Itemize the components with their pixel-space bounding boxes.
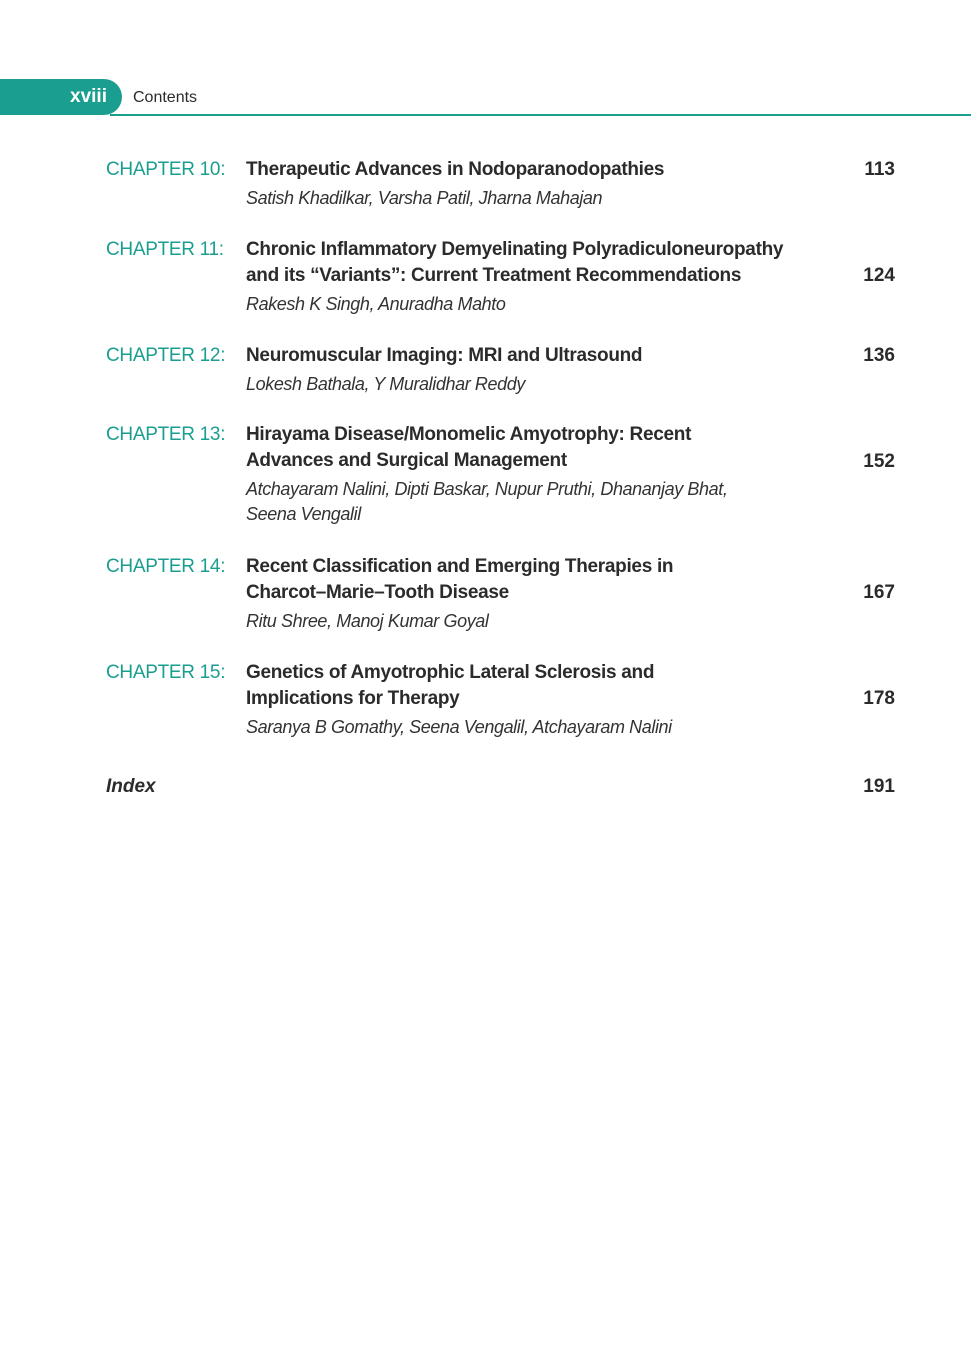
chapter-title-line: Neuromuscular Imaging: MRI and Ultrasound bbox=[246, 345, 643, 366]
chapter-title bbox=[246, 422, 856, 474]
index-label: Index bbox=[106, 776, 156, 797]
chapter-title-line: Therapeutic Advances in Nodoparanodopathies bbox=[246, 159, 665, 180]
chapter-authors-line: Satish Khadilkar, Varsha Patil, Jharna Mahajan bbox=[246, 188, 603, 208]
page-number: 178 bbox=[863, 688, 895, 709]
page-number: 191 bbox=[863, 776, 895, 797]
chapter-label: CHAPTER 14: bbox=[106, 556, 226, 577]
folio-tab bbox=[0, 79, 122, 115]
header-rule bbox=[110, 114, 971, 116]
chapter-title bbox=[246, 157, 856, 183]
running-head: Contents bbox=[133, 89, 198, 106]
chapter-label: CHAPTER 13: bbox=[106, 424, 226, 445]
chapter-title-line: and its “Variants”: Current Treatment Recommendations bbox=[246, 265, 742, 286]
chapter-authors bbox=[246, 372, 856, 397]
chapter-title-line: Implications for Therapy bbox=[246, 688, 460, 709]
page-folio: xviii bbox=[70, 86, 107, 107]
chapter-authors bbox=[246, 477, 856, 527]
chapter-authors bbox=[246, 609, 856, 634]
chapter-title bbox=[246, 554, 856, 606]
chapter-label: CHAPTER 10: bbox=[106, 159, 226, 180]
page-number: 113 bbox=[864, 159, 895, 180]
chapter-title-line: Advances and Surgical Management bbox=[246, 450, 567, 471]
chapter-title-line: Recent Classification and Emerging Therapies in bbox=[246, 556, 674, 577]
page-number: 124 bbox=[863, 265, 895, 286]
chapter-title bbox=[246, 237, 856, 289]
chapter-authors bbox=[246, 186, 856, 211]
chapter-label: CHAPTER 11: bbox=[106, 239, 224, 260]
chapter-authors-line: Lokesh Bathala, Y Muralidhar Reddy bbox=[246, 374, 525, 394]
chapter-title bbox=[246, 660, 856, 712]
chapter-authors bbox=[246, 715, 856, 740]
chapter-title-line: Hirayama Disease/Monomelic Amyotrophy: Recent bbox=[246, 424, 692, 445]
chapter-authors-line: Saranya B Gomathy, Seena Vengalil, Atchayaram Nalini bbox=[246, 717, 672, 737]
chapter-authors-line: Seena Vengalil bbox=[246, 504, 361, 524]
chapter-label: CHAPTER 12: bbox=[106, 345, 226, 366]
page-number: 152 bbox=[863, 451, 895, 472]
chapter-authors-line: Ritu Shree, Manoj Kumar Goyal bbox=[246, 611, 489, 631]
chapter-title-line: Genetics of Amyotrophic Lateral Sclerosis and bbox=[246, 662, 655, 683]
page-header bbox=[0, 79, 971, 117]
chapter-title-line: Chronic Inflammatory Demyelinating Polyradiculoneuropathy bbox=[246, 239, 784, 260]
chapter-authors-line: Atchayaram Nalini, Dipti Baskar, Nupur Pruthi, Dhananjay Bhat, bbox=[246, 479, 728, 499]
page-number: 136 bbox=[863, 345, 895, 366]
chapter-label: CHAPTER 15: bbox=[106, 662, 226, 683]
chapter-title bbox=[246, 343, 856, 369]
chapter-authors bbox=[246, 292, 856, 317]
page-number: 167 bbox=[863, 582, 895, 603]
chapter-authors-line: Rakesh K Singh, Anuradha Mahto bbox=[246, 294, 506, 314]
chapter-title-line: Charcot–Marie–Tooth Disease bbox=[246, 582, 509, 603]
